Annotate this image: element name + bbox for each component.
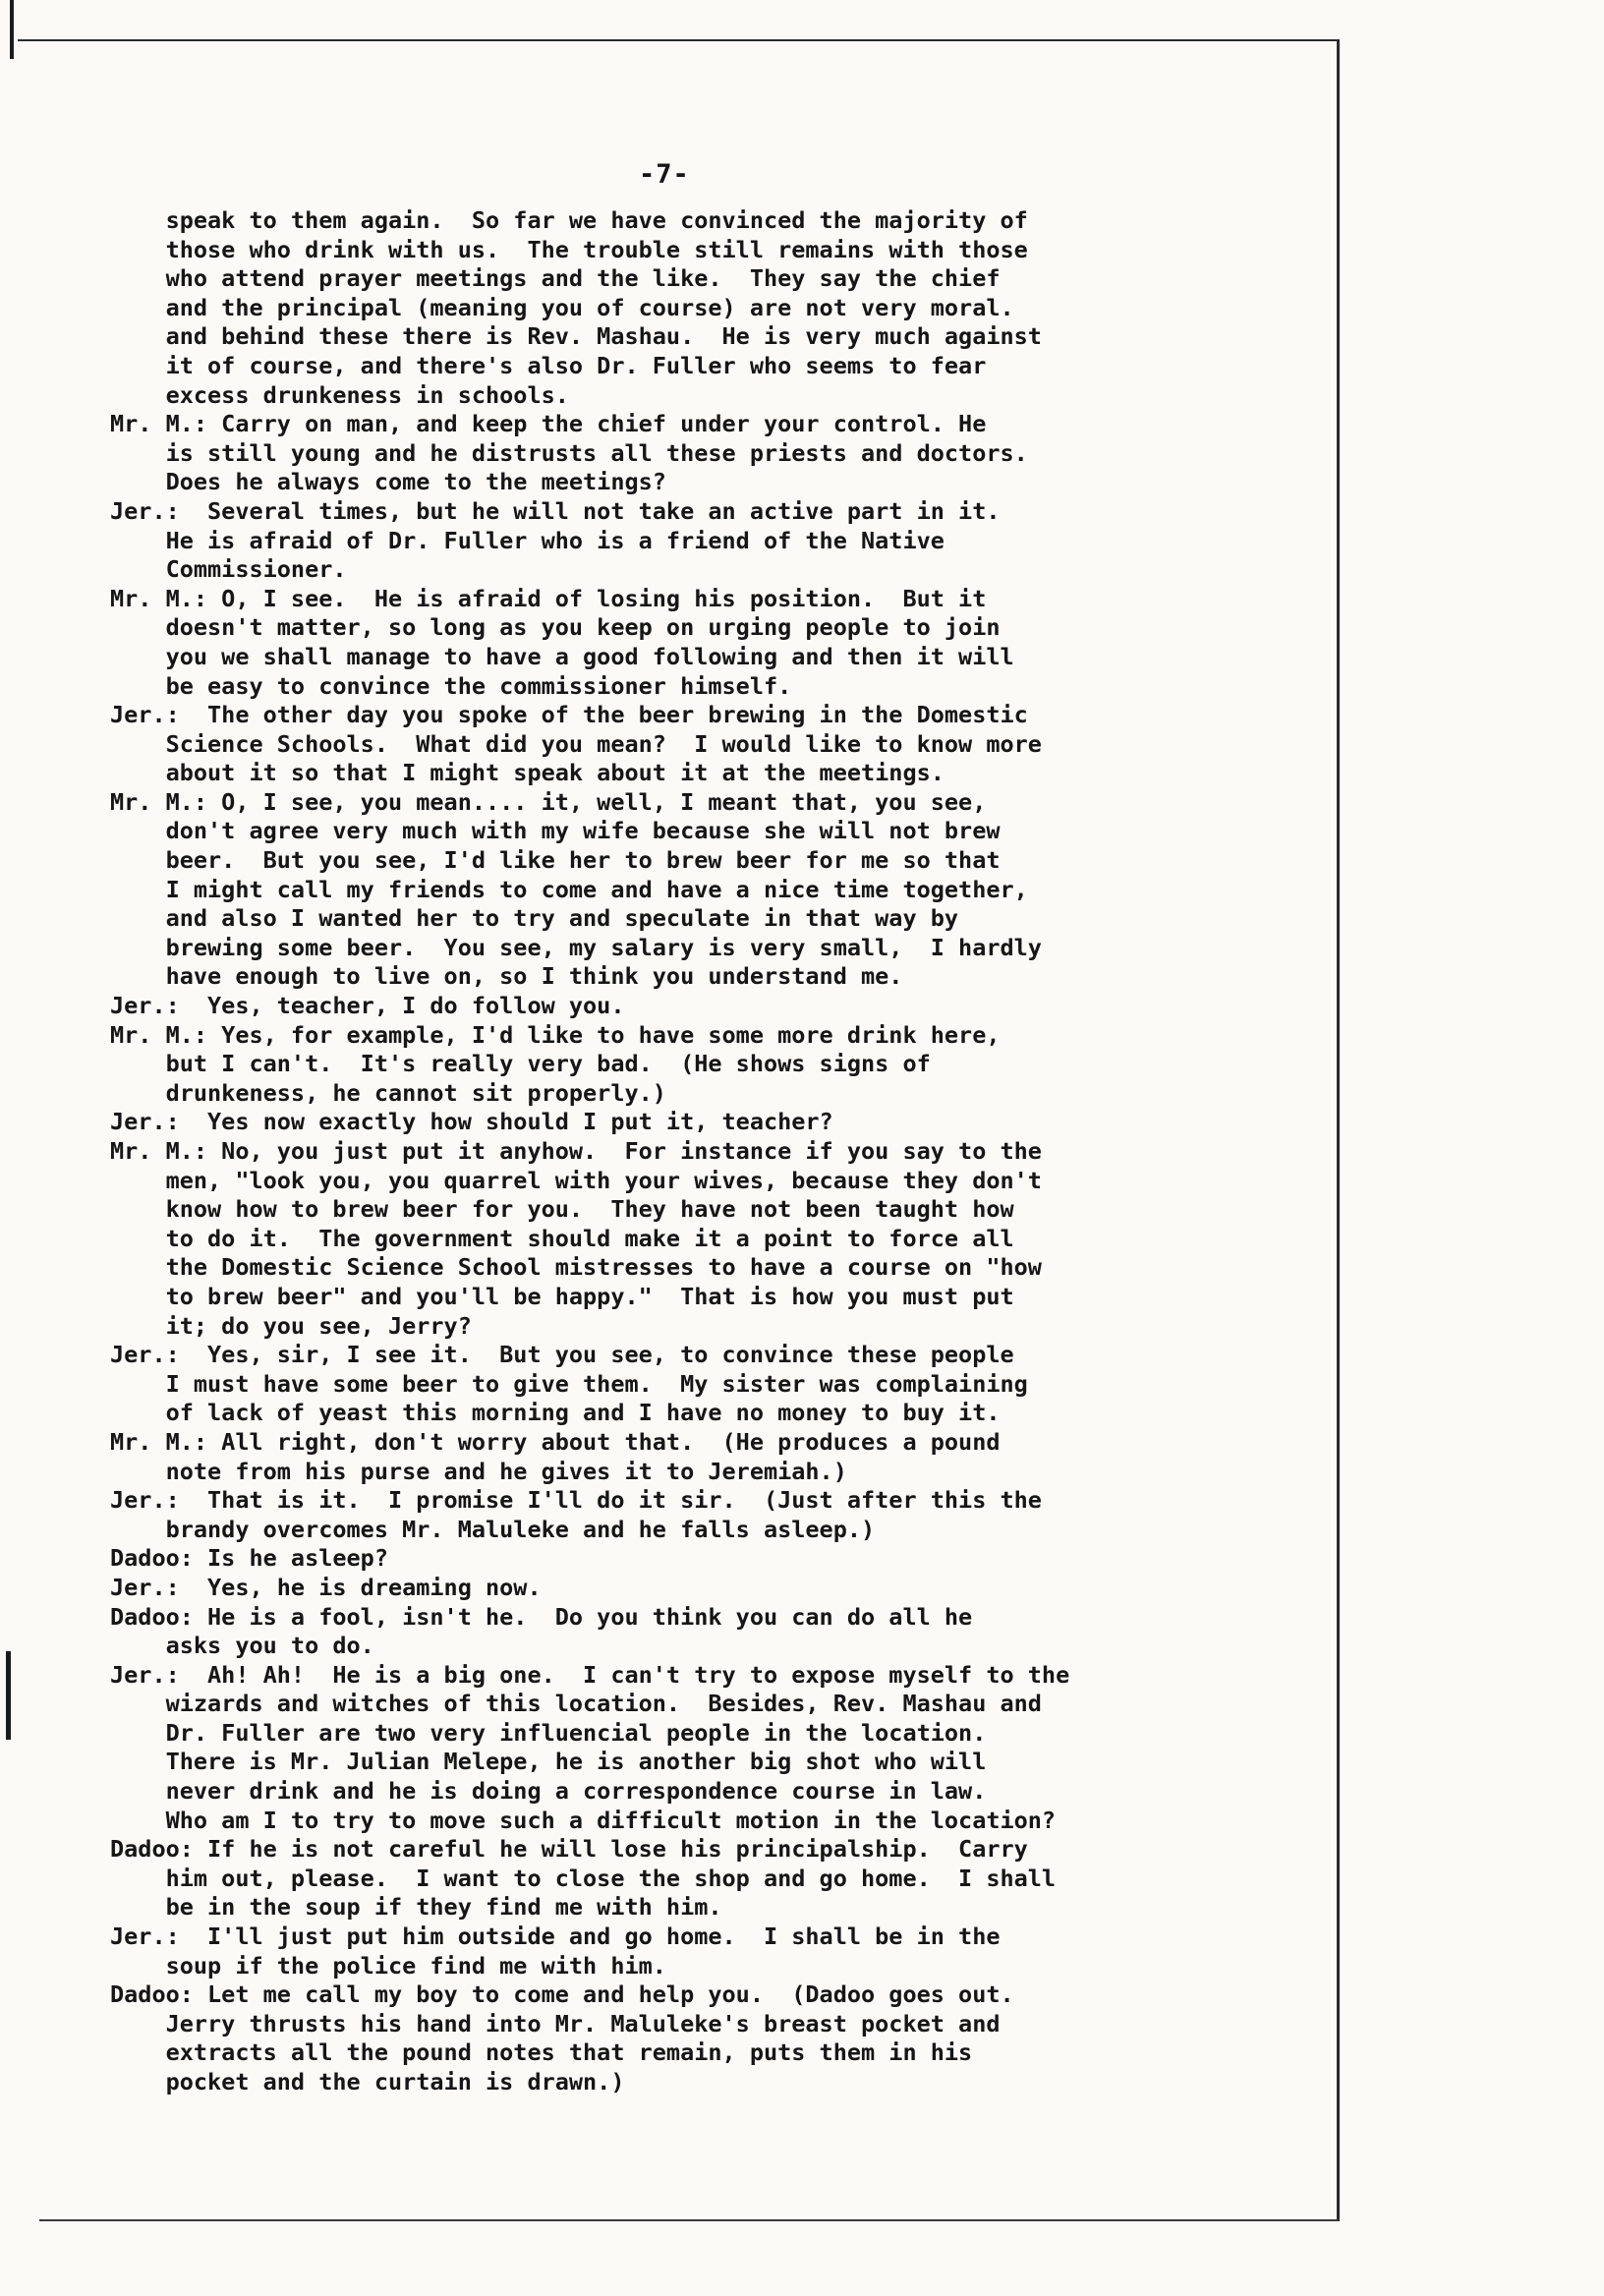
script-line: Jer.: Yes, sir, I see it. But you see, to convince these people bbox=[110, 1341, 1014, 1369]
script-line: asks you to do. bbox=[110, 1632, 374, 1660]
script-line: have enough to live on, so I think you understand me. bbox=[110, 962, 903, 991]
script-line: and the principal (meaning you of course) are not very moral. bbox=[110, 293, 1014, 321]
script-line: Dadoo: If he is not careful he will lose his principalship. Carry bbox=[110, 1835, 1028, 1864]
script-line: wizards and witches of this location. Besides, Rev. Mashau and bbox=[110, 1690, 1042, 1718]
script-line: There is Mr. Julian Melepe, he is another big shot who will bbox=[110, 1748, 987, 1776]
script-line: Dr. Fuller are two very influencial people in the location. bbox=[110, 1718, 987, 1747]
script-line: Mr. M.: Yes, for example, I'd like to have some more drink here, bbox=[110, 1020, 1001, 1049]
script-line: Mr. M.: No, you just put it anyhow. For instance if you say to the bbox=[110, 1137, 1042, 1165]
script-line: never drink and he is doing a correspondence course in law. bbox=[110, 1777, 987, 1806]
script-line: brewing some beer. You see, my salary is very small, I hardly bbox=[110, 933, 1042, 961]
script-line: drunkeness, he cannot sit properly.) bbox=[110, 1078, 666, 1107]
page-border-top bbox=[18, 39, 1337, 41]
script-line: Jerry thrusts his hand into Mr. Maluleke's breast pocket and bbox=[110, 2009, 1001, 2038]
script-line: to do it. The government should make it a point to force all bbox=[110, 1224, 1014, 1252]
script-line: be in the soup if they find me with him. bbox=[110, 1893, 722, 1922]
script-line: Jer.: Yes now exactly how should I put it, teacher? bbox=[110, 1108, 833, 1136]
script-line: soup if the police find me with him. bbox=[110, 1951, 666, 1980]
script-line: about it so that I might speak about it at the meetings. bbox=[110, 759, 945, 787]
script-line: Science Schools. What did you mean? I would like to know more bbox=[110, 729, 1042, 758]
script-line: Jer.: Yes, teacher, I do follow you. bbox=[110, 992, 625, 1020]
script-line: him out, please. I want to close the shop and go home. I shall bbox=[110, 1864, 1057, 1892]
script-line: Dadoo: He is a fool, isn't he. Do you think you can do all he bbox=[110, 1602, 973, 1631]
script-line: those who drink with us. The trouble still remains with those bbox=[110, 235, 1028, 263]
script-line: Commissioner. bbox=[110, 555, 347, 584]
script-line: speak to them again. So far we have convinced the majority of bbox=[110, 206, 1028, 234]
script-line: Jer.: The other day you spoke of the beer brewing in the Domestic bbox=[110, 701, 1028, 729]
script-line: it; do you see, Jerry? bbox=[110, 1311, 472, 1340]
page-edge-mark bbox=[10, 0, 14, 59]
script-line: of lack of yeast this morning and I have no money to buy it. bbox=[110, 1399, 1001, 1427]
script-line: but I can't. It's really very bad. (He shows signs of bbox=[110, 1050, 931, 1078]
page-edge-mark bbox=[6, 1651, 11, 1740]
script-line: and behind these there is Rev. Mashau. He is very much against bbox=[110, 322, 1042, 351]
script-line: excess drunkeness in schools. bbox=[110, 380, 569, 409]
script-text bbox=[110, 206, 1309, 2097]
script-line: the Domestic Science School mistresses to have a course on "how bbox=[110, 1253, 1042, 1282]
script-line: be easy to convince the commissioner himself. bbox=[110, 671, 792, 700]
script-line: Mr. M.: O, I see, you mean.... it, well, I meant that, you see, bbox=[110, 787, 987, 816]
script-line: doesn't matter, so long as you keep on urging people to join bbox=[110, 613, 1001, 642]
script-line: you we shall manage to have a good following and then it will bbox=[110, 642, 1014, 670]
script-line: I must have some beer to give them. My sister was complaining bbox=[110, 1369, 1028, 1398]
page-border-right bbox=[1337, 39, 1340, 2221]
script-line: Jer.: I'll just put him outside and go home. I shall be in the bbox=[110, 1923, 1001, 1951]
script-line: beer. But you see, I'd like her to brew beer for me so that bbox=[110, 846, 1001, 875]
script-line: is still young and he distrusts all these priests and doctors. bbox=[110, 438, 1028, 467]
script-line: Dadoo: Is he asleep? bbox=[110, 1544, 388, 1573]
script-line: who attend prayer meetings and the like. They say the chief bbox=[110, 264, 1001, 293]
script-line: Dadoo: Let me call my boy to come and help you. (Dadoo goes out. bbox=[110, 1980, 1014, 2009]
script-line: to brew beer" and you'll be happy." That is how you must put bbox=[110, 1282, 1014, 1310]
page-number: -7- bbox=[639, 159, 690, 190]
script-line: I might call my friends to come and have a nice time together, bbox=[110, 875, 1028, 903]
script-line: Jer.: Several times, but he will not take an active part in it. bbox=[110, 496, 1001, 525]
script-line: Jer.: Ah! Ah! He is a big one. I can't try to expose myself to the bbox=[110, 1660, 1070, 1689]
script-line: Mr. M.: Carry on man, and keep the chief under your control. He bbox=[110, 410, 987, 438]
script-line: and also I wanted her to try and speculate in that way by bbox=[110, 904, 959, 933]
script-line: He is afraid of Dr. Fuller who is a friend of the Native bbox=[110, 526, 945, 554]
script-line: it of course, and there's also Dr. Fuller who seems to fear bbox=[110, 351, 987, 379]
script-line: Mr. M.: All right, don't worry about that. (He produces a pound bbox=[110, 1427, 1001, 1456]
script-line: Jer.: Yes, he is dreaming now. bbox=[110, 1573, 542, 1601]
script-line: men, "look you, you quarrel with your wives, because they don't bbox=[110, 1166, 1042, 1194]
script-line: Mr. M.: O, I see. He is afraid of losing his position. But it bbox=[110, 584, 987, 612]
script-line: brandy overcomes Mr. Maluleke and he falls asleep.) bbox=[110, 1515, 876, 1543]
script-line: Jer.: That is it. I promise I'll do it sir. (Just after this the bbox=[110, 1486, 1042, 1515]
script-line: don't agree very much with my wife because she will not brew bbox=[110, 817, 1001, 845]
script-line: note from his purse and he gives it to Jeremiah.) bbox=[110, 1457, 847, 1485]
script-line: extracts all the pound notes that remain, puts them in his bbox=[110, 2038, 973, 2067]
script-line: Who am I to try to move such a difficult motion in the location? bbox=[110, 1806, 1057, 1834]
page-border-bottom bbox=[39, 2219, 1339, 2221]
script-line: pocket and the curtain is drawn.) bbox=[110, 2068, 625, 2095]
script-line: know how to brew beer for you. They have not been taught how bbox=[110, 1195, 1014, 1224]
script-line: Does he always come to the meetings? bbox=[110, 468, 666, 496]
